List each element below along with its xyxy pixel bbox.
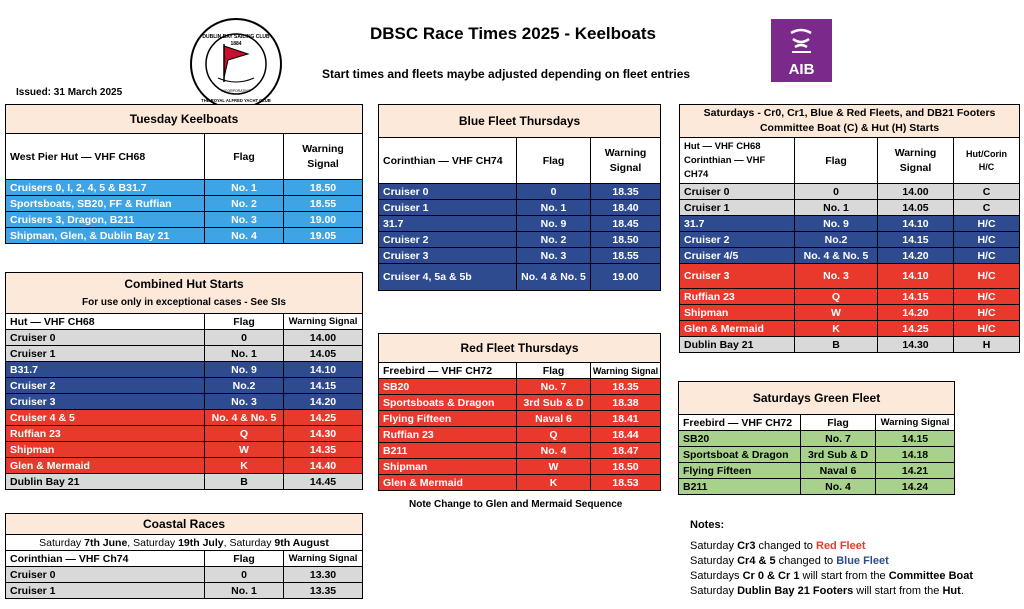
text: , Saturday	[127, 536, 179, 549]
text: Saturday	[690, 555, 738, 567]
table-row	[680, 184, 1020, 200]
column-header: Corinthian — VHF CH74	[379, 138, 517, 184]
table-row	[679, 447, 955, 463]
text: will start from the	[799, 570, 889, 582]
table-cell: 14.15	[878, 232, 954, 248]
table-cell: 18.35	[591, 379, 661, 395]
table-cell: 14.25	[878, 321, 954, 337]
table-cell: Glen & Mermaid	[6, 458, 205, 474]
table-caption: Coastal Races	[6, 514, 363, 535]
table-cell: 3rd Sub & D	[517, 395, 591, 411]
table-cell: H/C	[954, 216, 1020, 232]
table-cell: No. 9	[517, 216, 591, 232]
table-cell: Shipman	[6, 442, 205, 458]
table-row	[679, 463, 955, 479]
column-header: Warning Signal	[284, 551, 363, 567]
table-cell: Cruiser 0	[379, 184, 517, 200]
table-cell: Cruiser 0	[6, 330, 205, 346]
table-cell: 14.30	[878, 337, 954, 353]
table-cell: Cruiser 3	[379, 248, 517, 264]
table-cell: B	[795, 337, 878, 353]
table-cell: B211	[379, 443, 517, 459]
column-header: Flag	[795, 138, 878, 184]
table-row	[379, 184, 661, 200]
table-cell: 18.55	[284, 196, 363, 212]
table-cell: Glen & Mermaid	[379, 475, 517, 491]
table-cell: K	[795, 321, 878, 337]
column-header: Warning Signal	[591, 138, 661, 184]
text: Cr 0 & Cr 1	[742, 570, 800, 582]
column-header: Flag	[517, 363, 591, 379]
table-cell: 14.15	[878, 289, 954, 305]
column-header: West Pier Hut — VHF CH68	[6, 134, 205, 180]
table-cell: K	[517, 475, 591, 491]
date: 9th August	[274, 536, 329, 549]
table-row	[379, 216, 661, 232]
text: will start from the	[853, 585, 943, 597]
text: Saturdays	[690, 570, 743, 582]
column-header: Warning Signal	[876, 415, 955, 431]
combined-hut-starts-table	[5, 272, 363, 490]
column-header: Warning Signal	[591, 363, 661, 379]
table-cell: SB20	[379, 379, 517, 395]
table-cell: 14.24	[876, 479, 955, 495]
table-cell: 13.30	[284, 567, 363, 583]
text: Saturday	[39, 536, 85, 549]
table-cell: Dublin Bay 21	[6, 474, 205, 490]
table-cell: No. 4	[801, 479, 876, 495]
table-row	[6, 394, 363, 410]
coastal-races-table	[5, 513, 363, 599]
table-cell: 0	[205, 567, 284, 583]
text: changed to	[775, 555, 837, 567]
table-cell: No. 1	[205, 180, 284, 196]
aib-logo	[771, 19, 832, 82]
table-cell: Sportsboat & Dragon	[679, 447, 801, 463]
table-cell: Cruiser 0	[680, 184, 795, 200]
table-row	[379, 427, 661, 443]
table-row	[379, 443, 661, 459]
svg-text:DUBLIN BAY SAILING CLUB: DUBLIN BAY SAILING CLUB	[202, 34, 270, 40]
table-cell: Shipman, Glen, & Dublin Bay 21	[6, 228, 205, 244]
table-row	[6, 212, 363, 228]
column-header: Flag	[517, 138, 591, 184]
table-cell: 18.47	[591, 443, 661, 459]
note-line	[690, 569, 973, 584]
table-cell: 3rd Sub & D	[801, 447, 876, 463]
table-cell: No. 4 & No. 5	[205, 410, 284, 426]
column-header: Hut — VHF CH68	[6, 314, 205, 330]
table-cell: Cruiser 3	[6, 394, 205, 410]
table-cell: 14.35	[284, 442, 363, 458]
table-cell: 14.20	[878, 248, 954, 264]
table-cell: No. 3	[517, 248, 591, 264]
table-cell: B	[205, 474, 284, 490]
table-cell: Naval 6	[801, 463, 876, 479]
table-row	[6, 567, 363, 583]
column-header: Warning Signal	[878, 138, 954, 184]
column-header: Flag	[205, 134, 284, 180]
table-row	[680, 289, 1020, 305]
table-row	[6, 196, 363, 212]
table-row	[680, 305, 1020, 321]
table-caption: Tuesday Keelboats	[6, 105, 363, 134]
table-cell: 18.55	[591, 248, 661, 264]
note-line	[690, 584, 973, 599]
table-caption: Red Fleet Thursdays	[379, 334, 661, 363]
table-cell: H/C	[954, 321, 1020, 337]
table-row	[379, 475, 661, 491]
column-header: Flag	[801, 415, 876, 431]
page-title: DBSC Race Times 2025 - Keelboats	[370, 24, 656, 43]
table-cell: W	[205, 442, 284, 458]
table-cell: No. 1	[517, 200, 591, 216]
table-row	[6, 346, 363, 362]
table-cell: 18.50	[591, 459, 661, 475]
table-cell: 0	[795, 184, 878, 200]
table-cell: Dublin Bay 21	[680, 337, 795, 353]
text: Blue Fleet	[836, 555, 889, 567]
table-cell: 14.00	[284, 330, 363, 346]
table-row	[680, 248, 1020, 264]
table-cell: Cruiser 1	[379, 200, 517, 216]
table-cell: Flying Fifteen	[679, 463, 801, 479]
table-cell: No. 2	[517, 232, 591, 248]
table-cell: No. 3	[205, 394, 284, 410]
table-cell: 14.40	[284, 458, 363, 474]
table-cell: No. 7	[801, 431, 876, 447]
notes-heading: Notes:	[690, 519, 725, 531]
text: Hut	[942, 585, 961, 597]
table-row	[379, 395, 661, 411]
table-cell: Cruisers 0, I, 2, 4, 5 & B31.7	[6, 180, 205, 196]
table-cell: Cruiser 0	[6, 567, 205, 583]
text: Red Fleet	[816, 540, 866, 552]
table-row	[379, 459, 661, 475]
text: Cr4 & 5	[737, 555, 776, 567]
table-row	[379, 379, 661, 395]
table-cell: 14.20	[284, 394, 363, 410]
table-row	[6, 458, 363, 474]
date: 7th June	[84, 536, 128, 549]
table-row	[6, 378, 363, 394]
table-cell: Sportsboats & Dragon	[379, 395, 517, 411]
table-cell: 19.00	[591, 264, 661, 291]
table-cell: H/C	[954, 289, 1020, 305]
table-cell: Shipman	[379, 459, 517, 475]
note-line	[690, 539, 973, 554]
table-cell: 14.10	[878, 216, 954, 232]
table-cell: No. 1	[205, 346, 284, 362]
table-cell: Ruffian 23	[680, 289, 795, 305]
table-cell: H	[954, 337, 1020, 353]
text: Saturday	[690, 540, 738, 552]
table-row	[680, 321, 1020, 337]
column-header: Warning Signal	[284, 314, 363, 330]
table-cell: 14.10	[284, 362, 363, 378]
table-cell: No.2	[205, 378, 284, 394]
table-cell: 0	[205, 330, 284, 346]
column-header: Flag	[205, 551, 284, 567]
caption-subtitle: Committee Boat (C) & Hut (H) Starts	[759, 122, 940, 134]
table-cell: Q	[205, 426, 284, 442]
column-header: Hut — VHF CH68 Corinthian — VHF CH74	[680, 138, 795, 184]
table-cell: 14.18	[876, 447, 955, 463]
text: Dublin Bay 21 Footers	[737, 585, 854, 597]
column-header: Freebird — VHF CH72	[679, 415, 801, 431]
table-cell: No. 9	[795, 216, 878, 232]
table-cell: W	[517, 459, 591, 475]
table-cell: No. 9	[205, 362, 284, 378]
club-logo	[188, 16, 284, 112]
table-cell: 18.44	[591, 427, 661, 443]
table-cell: W	[795, 305, 878, 321]
text: .	[960, 585, 964, 597]
table-cell: Cruiser 4/5	[680, 248, 795, 264]
table-row	[6, 442, 363, 458]
table-cell: Cruiser 1	[6, 346, 205, 362]
table-row	[680, 232, 1020, 248]
table-row	[6, 362, 363, 378]
table-cell: Naval 6	[517, 411, 591, 427]
text: Committee Boat	[888, 570, 974, 582]
text: Cr3	[737, 540, 756, 552]
date: 19th July	[178, 536, 224, 549]
table-cell: 18.50	[591, 232, 661, 248]
table-cell: 18.40	[591, 200, 661, 216]
table-caption: Saturdays Green Fleet	[679, 382, 955, 415]
table-cell: 14.25	[284, 410, 363, 426]
table-cell: Cruiser 1	[680, 200, 795, 216]
table-cell: SB20	[679, 431, 801, 447]
table-caption: Blue Fleet Thursdays	[379, 105, 661, 138]
table-cell: 18.35	[591, 184, 661, 200]
red-fleet-thursdays-table	[378, 333, 661, 491]
table-cell: 18.38	[591, 395, 661, 411]
saturdays-green-fleet-table	[678, 381, 955, 495]
table-row	[379, 200, 661, 216]
column-header: Freebird — VHF CH72	[379, 363, 517, 379]
table-cell: 18.41	[591, 411, 661, 427]
table-cell: 14.05	[284, 346, 363, 362]
red-fleet-note: Note Change to Glen and Mermaid Sequence	[409, 499, 623, 510]
table-cell: K	[205, 458, 284, 474]
table-cell: 14.20	[878, 305, 954, 321]
table-cell: No. 3	[795, 264, 878, 289]
table-cell: H/C	[954, 305, 1020, 321]
table-cell: C	[954, 200, 1020, 216]
table-cell: 31.7	[680, 216, 795, 232]
table-cell: B31.7	[6, 362, 205, 378]
table-cell: No. 4	[517, 443, 591, 459]
table-cell: 18.50	[284, 180, 363, 196]
table-cell: No. 7	[517, 379, 591, 395]
svg-text:THE ROYAL ALFRED YACHT CLUB: THE ROYAL ALFRED YACHT CLUB	[201, 98, 271, 103]
table-cell: 19.05	[284, 228, 363, 244]
table-cell: Flying Fifteen	[379, 411, 517, 427]
column-header: Flag	[205, 314, 284, 330]
table-cell: Q	[517, 427, 591, 443]
table-cell: Glen & Mermaid	[680, 321, 795, 337]
table-caption	[6, 273, 363, 314]
table-row	[379, 232, 661, 248]
table-cell: 14.15	[284, 378, 363, 394]
table-cell: 14.15	[876, 431, 955, 447]
note-line	[690, 554, 973, 569]
table-cell: Cruiser 4 & 5	[6, 410, 205, 426]
table-row	[679, 431, 955, 447]
table-row	[6, 410, 363, 426]
caption-title: Saturdays - Cr0, Cr1, Blue & Red Fleets, and DB21 Footers	[703, 107, 996, 119]
table-row	[680, 264, 1020, 289]
table-cell: 0	[517, 184, 591, 200]
table-cell: Cruiser 2	[680, 232, 795, 248]
table-cell: 13.35	[284, 583, 363, 599]
notes-section	[690, 518, 973, 599]
table-cell: Ruffian 23	[6, 426, 205, 442]
table-cell: Q	[795, 289, 878, 305]
table-cell: H/C	[954, 232, 1020, 248]
issued-date: Issued: 31 March 2025	[16, 87, 123, 98]
text: , Saturday	[223, 536, 275, 549]
svg-text:INCORPORATING: INCORPORATING	[221, 89, 251, 93]
table-cell: H/C	[954, 248, 1020, 264]
table-cell: 14.05	[878, 200, 954, 216]
table-cell: No. 1	[205, 583, 284, 599]
table-cell: 18.53	[591, 475, 661, 491]
table-cell: Shipman	[680, 305, 795, 321]
table-row	[680, 200, 1020, 216]
table-cell: Cruiser 4, 5a & 5b	[379, 264, 517, 291]
text: Saturday	[690, 585, 738, 597]
svg-text:AIB: AIB	[788, 61, 815, 78]
table-row	[6, 180, 363, 196]
table-row	[680, 337, 1020, 353]
table-row	[379, 264, 661, 291]
caption-title: Combined Hut Starts	[124, 276, 244, 291]
table-row	[679, 479, 955, 495]
table-cell: Ruffian 23	[379, 427, 517, 443]
table-row	[6, 583, 363, 599]
table-cell: 14.21	[876, 463, 955, 479]
table-cell: 18.45	[591, 216, 661, 232]
table-cell: Cruiser 2	[379, 232, 517, 248]
table-cell: 14.10	[878, 264, 954, 289]
column-header: Warning Signal	[284, 134, 363, 180]
coastal-dates	[6, 535, 363, 551]
table-cell: No. 2	[205, 196, 284, 212]
table-row	[379, 248, 661, 264]
table-row	[6, 228, 363, 244]
table-cell: No. 1	[795, 200, 878, 216]
table-cell: 14.30	[284, 426, 363, 442]
saturdays-starts-table	[679, 104, 1020, 353]
table-row	[6, 426, 363, 442]
column-header: Hut/Corin H/C	[954, 138, 1020, 184]
page-subtitle: Start times and fleets maybe adjusted depending on fleet entries	[322, 67, 691, 81]
text: changed to	[755, 540, 816, 552]
table-row	[6, 474, 363, 490]
blue-fleet-thursdays-table	[378, 104, 661, 291]
table-cell: Cruiser 1	[6, 583, 205, 599]
table-row	[379, 411, 661, 427]
column-header: Corinthian — VHF Ch74	[6, 551, 205, 567]
table-cell: No. 4	[205, 228, 284, 244]
table-cell: No. 4 & No. 5	[517, 264, 591, 291]
table-cell: 31.7	[379, 216, 517, 232]
table-cell: No. 4 & No. 5	[795, 248, 878, 264]
table-cell: B211	[679, 479, 801, 495]
table-cell: 14.45	[284, 474, 363, 490]
table-cell: Cruiser 3	[680, 264, 795, 289]
table-cell: H/C	[954, 264, 1020, 289]
table-cell: Sportsboats, SB20, FF & Ruffian	[6, 196, 205, 212]
table-cell: Cruisers 3, Dragon, B211	[6, 212, 205, 228]
tuesday-keelboats-table	[5, 104, 363, 244]
table-cell: 19.00	[284, 212, 363, 228]
caption-subtitle: For use only in exceptional cases - See SIs	[82, 296, 286, 308]
table-cell: No. 3	[205, 212, 284, 228]
table-row	[6, 330, 363, 346]
table-caption	[680, 105, 1020, 138]
table-cell: No.2	[795, 232, 878, 248]
svg-text:1884: 1884	[230, 41, 242, 47]
table-row	[680, 216, 1020, 232]
table-cell: 14.00	[878, 184, 954, 200]
table-cell: C	[954, 184, 1020, 200]
table-cell: Cruiser 2	[6, 378, 205, 394]
